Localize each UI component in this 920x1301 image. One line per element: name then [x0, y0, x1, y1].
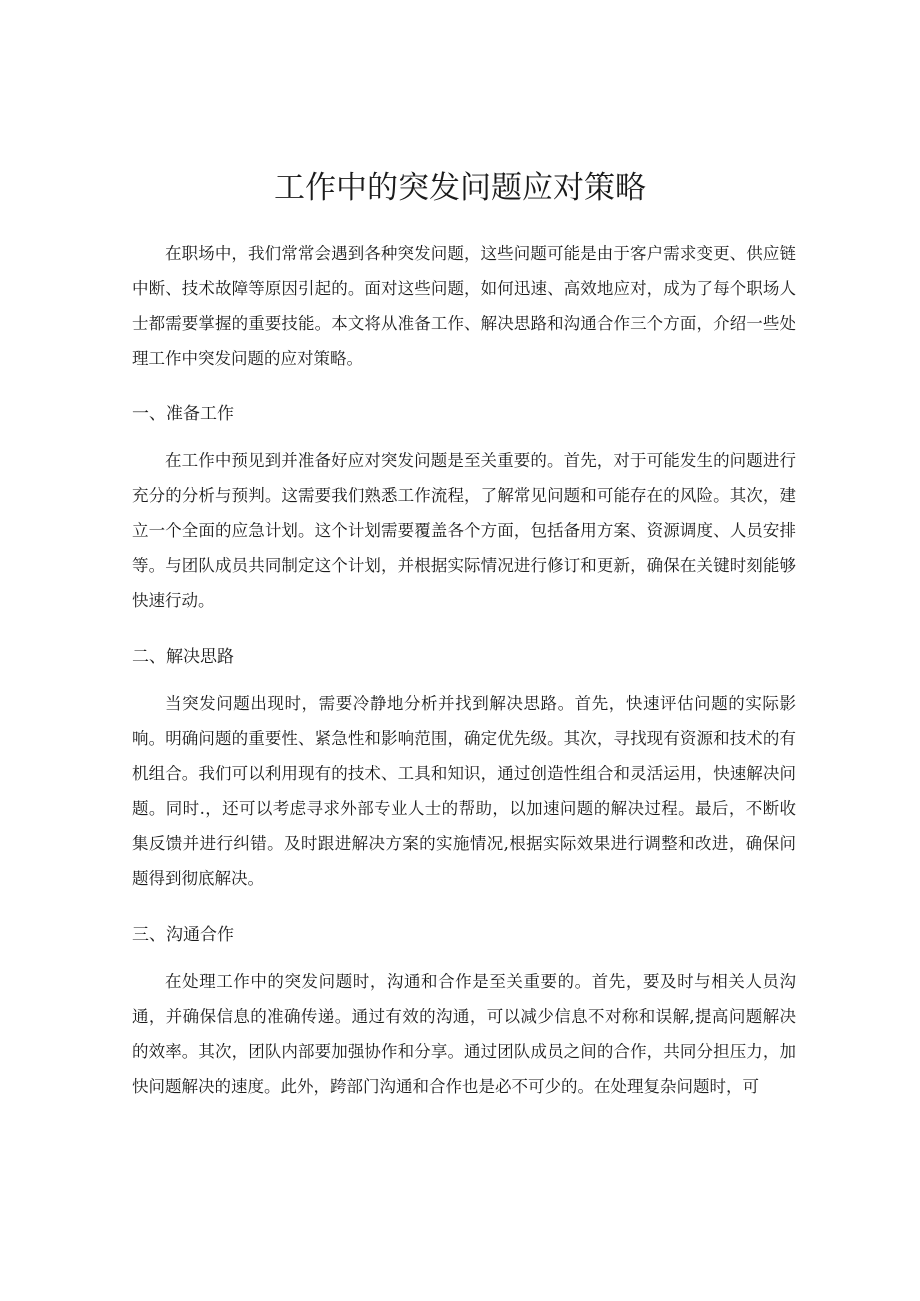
section-body-preparation: 在工作中预见到并准备好应对突发问题是至关重要的。首先，对于可能发生的问题进行充分的分析与预判。这需要我们熟悉工作流程，了解常见问题和可能存在的风险。其次，建立一个全面的应急计划。这个计划需要覆盖各个方面，包括备用方案、资源调度、人员安排等。与团队成员共同制定这个计划，并根据实际情况进行修订和更新，确保在关键时刻能够快速行动。: [132, 451, 796, 610]
section-body-communication: 在处理工作中的突发问题时，沟通和合作是至关重要的。首先，要及时与相关人员沟通，并确保信息的准确传递。通过有效的沟通，可以减少信息不对称和误解,提高问题解决的效率。其次，团队内部要加强协作和分享。通过团队成员之间的合作，共同分担压力，加快问题解决的速度。此外，跨部门沟通和合作也是必不可少的。在处理复杂问题时，可: [132, 972, 796, 1096]
section-body-approach: 当突发问题出现时，需要冷静地分析并找到解决思路。首先，快速评估问题的实际影响。明确问题的重要性、紧急性和影响范围，确定优先级。其次，寻找现有资源和技术的有机组合。我们可以利用现有的技术、工具和知识，通过创造性组合和灵活运用，快速解决问题。同时.，还可以考虑寻求外部专业人士的帮助，以加速问题的解决过程。最后，不断收集反馈并进行纠错。及时跟进解决方案的实施情况,根据实际效果进行调整和改进，确保问题得到彻底解决。: [132, 694, 796, 888]
section-heading-communication: 三、沟通合作: [132, 925, 234, 945]
section-heading-approach: 二、解决思路: [132, 647, 234, 667]
section-heading-preparation: 一、准备工作: [132, 404, 234, 424]
intro-paragraph: 在职场中，我们常常会遇到各种突发问题，这些问题可能是由于客户需求变更、供应链中断、技术故障等原因引起的。面对这些问题，如何迅速、高效地应对，成为了每个职场人士都需要掌握的重要技能。本文将从准备工作、解决思路和沟通合作三个方面，介绍一些处理工作中突发问题的应对策略。: [132, 244, 796, 368]
document-title: 工作中的突发问题应对策略: [274, 170, 646, 206]
